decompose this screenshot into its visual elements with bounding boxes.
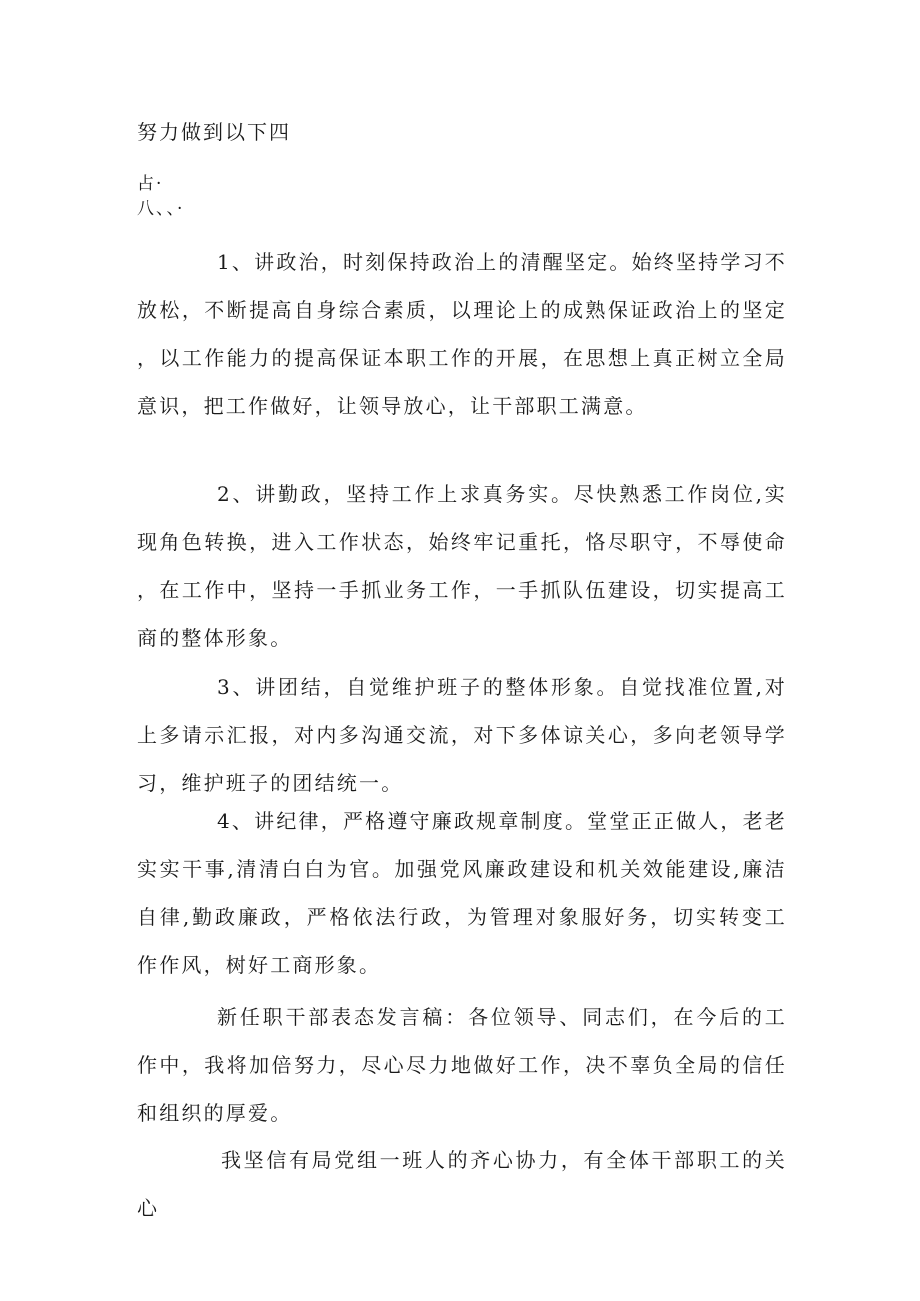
paragraph-1: 1、讲政治，时刻保持政治上的清醒坚定。始终坚持学习不放松，不断提高自身综合素质，以理论上的成熟保证政治上的坚定，以工作能力的提高保证本职工作的开展，在思想上真正树立全局意识，把工作做好，让领导放心，让干部职工满意。 [137,250,787,418]
heading-line: 努力做到以下四 [137,120,291,144]
heading-fragment-2: 八、、· [137,199,185,219]
paragraph-4: 4、讲纪律，严格遵守廉政规章制度。堂堂正正做人，老老实实干事,清清白白为官。加强党风廉政建设和机关效能建设,廉洁自律,勤政廉政，严格依法行政，为管理对象服好务，切实转变工作作风，树好工商形象。 [137,809,787,977]
paragraph-5: 新任职干部表态发言稿：各位领导、同志们，在今后的工作中，我将加倍努力，尽心尽力地做好工作，决不辜负全局的信任和组织的厚爱。 [137,1005,787,1125]
paragraph-3: 3、讲团结，自觉维护班子的整体形象。自觉找准位置,对上多请示汇报，对内多沟通交流，对下多体谅关心，多向老领导学习，维护班子的团结统一。 [137,675,787,795]
paragraph-2: 2、讲勤政，坚持工作上求真务实。尽快熟悉工作岗位,实现角色转换，进入工作状态，始终牢记重托，恪尽职守，不辱使命，在工作中，坚持一手抓业务工作，一手抓队伍建设，切实提高工商的整体形象。 [137,482,787,650]
paragraph-6: 我坚信有局党组一班人的齐心协力，有全体干部职工的关心 [137,1148,787,1220]
heading-fragment-1: 占· [137,174,164,194]
